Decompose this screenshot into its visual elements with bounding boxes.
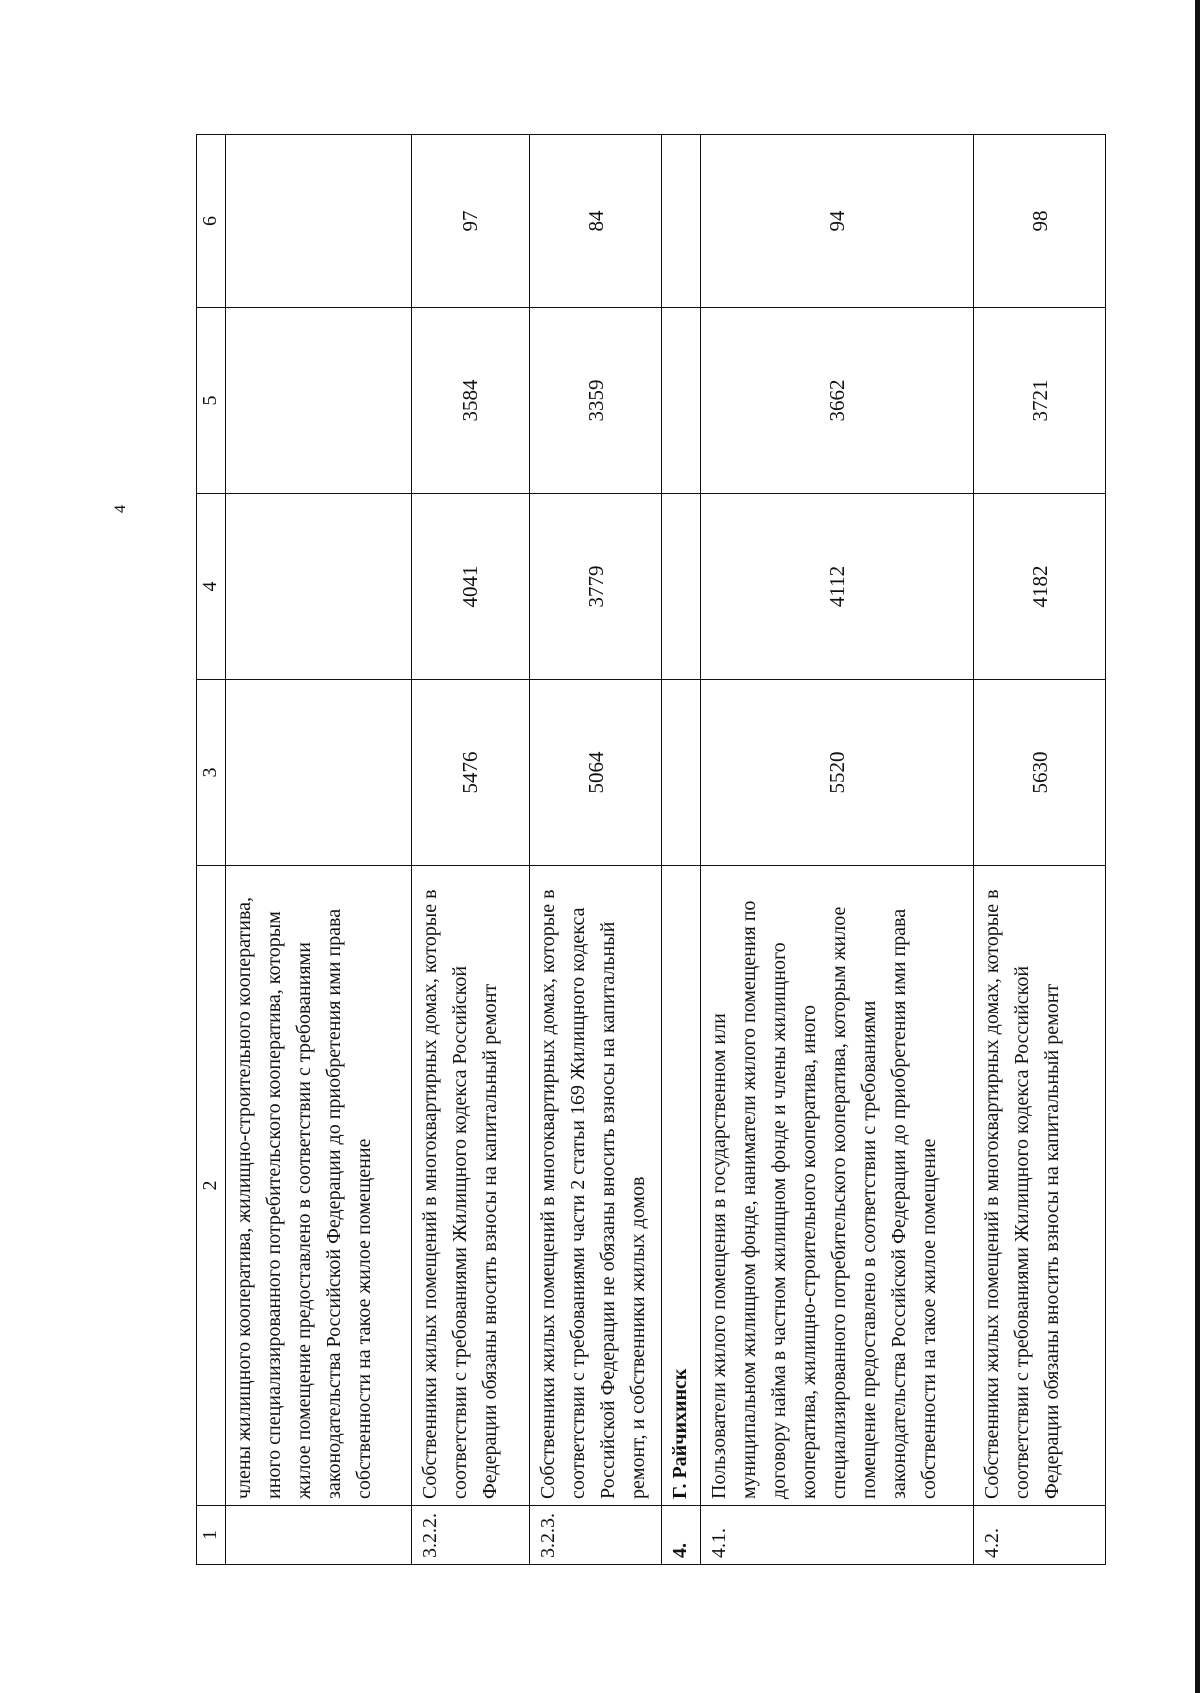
header-col-5: 5 (197, 308, 226, 494)
row-value-col5: 3584 (411, 308, 529, 494)
row-value-col5 (662, 308, 701, 494)
rotated-table-container (196, 135, 1106, 1565)
table-row (974, 135, 1106, 1565)
tariff-table (196, 134, 1106, 1565)
row-value-col4: 4112 (700, 494, 973, 680)
row-value-col6: 94 (700, 135, 973, 308)
row-description: Собственники жилых помещений в многоквартирных домах, которые в соответствии с требованиями Жилищного кодекса Российской Федерации обязаны вносить взносы на капитальный ремонт (974, 866, 1106, 1506)
row-code (226, 1506, 412, 1565)
header-col-4: 4 (197, 494, 226, 680)
section-row (662, 135, 701, 1565)
table-row (226, 135, 412, 1565)
row-value-col3: 5630 (974, 680, 1106, 866)
row-value-col3: 5064 (529, 680, 662, 866)
row-value-col5: 3721 (974, 308, 1106, 494)
row-description: члены жилищного кооператива, жилищно-строительного кооператива, иного специализированного потребительского кооператива, которым жилое помещение предоставлено в соответствии с требованиями законодательства Российской Федерации до приобретения ими права собственности на такое жилое помещение (226, 866, 412, 1506)
row-value-col6 (226, 135, 412, 308)
row-value-col6 (662, 135, 701, 308)
row-value-col4 (226, 494, 412, 680)
section-title: Г. Райчихинск (662, 866, 701, 1506)
header-col-6: 6 (197, 135, 226, 308)
row-value-col3: 5476 (411, 680, 529, 866)
row-code: 3.2.2. (411, 1506, 529, 1565)
row-code: 4.1. (700, 1506, 973, 1565)
row-description: Собственники жилых помещений в многоквартирных домах, которые в соответствии с требованиями Жилищного кодекса Российской Федерации обязаны вносить взносы на капитальный ремонт (411, 866, 529, 1506)
header-col-2: 2 (197, 866, 226, 1506)
row-value-col4: 4182 (974, 494, 1106, 680)
section-code: 4. (662, 1506, 701, 1565)
header-col-3: 3 (197, 680, 226, 866)
row-value-col3 (662, 680, 701, 866)
row-value-col6: 84 (529, 135, 662, 308)
row-value-col3 (226, 680, 412, 866)
scan-edge-line (1195, 0, 1200, 1693)
row-value-col4 (662, 494, 701, 680)
row-value-col3: 5520 (700, 680, 973, 866)
table-row (529, 135, 662, 1565)
row-value-col5: 3662 (700, 308, 973, 494)
row-code: 4.2. (974, 1506, 1106, 1565)
header-col-1: 1 (197, 1506, 226, 1565)
row-value-col4: 4041 (411, 494, 529, 680)
table-row (700, 135, 973, 1565)
row-value-col4: 3779 (529, 494, 662, 680)
row-value-col5 (226, 308, 412, 494)
row-code: 3.2.3. (529, 1506, 662, 1565)
row-description: Собственники жилых помещений в многоквартирных домах, которые в соответствии с требованиями части 2 статьи 169 Жилищного кодекса Российской Федерации не обязаны вносить взносы на капитальный ремонт, и собственники жилых домов (529, 866, 662, 1506)
row-description: Пользователи жилого помещения в государственном или муниципальном жилищном фонде, наниматели жилого помещения по договору найма в частном жилищном фонде и члены жилищного кооператива, жилищно-строительного кооператива, иного специализированного потребительского кооператива, которым жилое помещение предоставлено в соответствии с требованиями законодательства Российской Федерации до приобретения ими права собственности на такое жилое помещение (700, 866, 973, 1506)
row-value-col5: 3359 (529, 308, 662, 494)
header-row (197, 135, 226, 1565)
page-number: 4 (112, 505, 129, 513)
row-value-col6: 97 (411, 135, 529, 308)
row-value-col6: 98 (974, 135, 1106, 308)
table-row (411, 135, 529, 1565)
